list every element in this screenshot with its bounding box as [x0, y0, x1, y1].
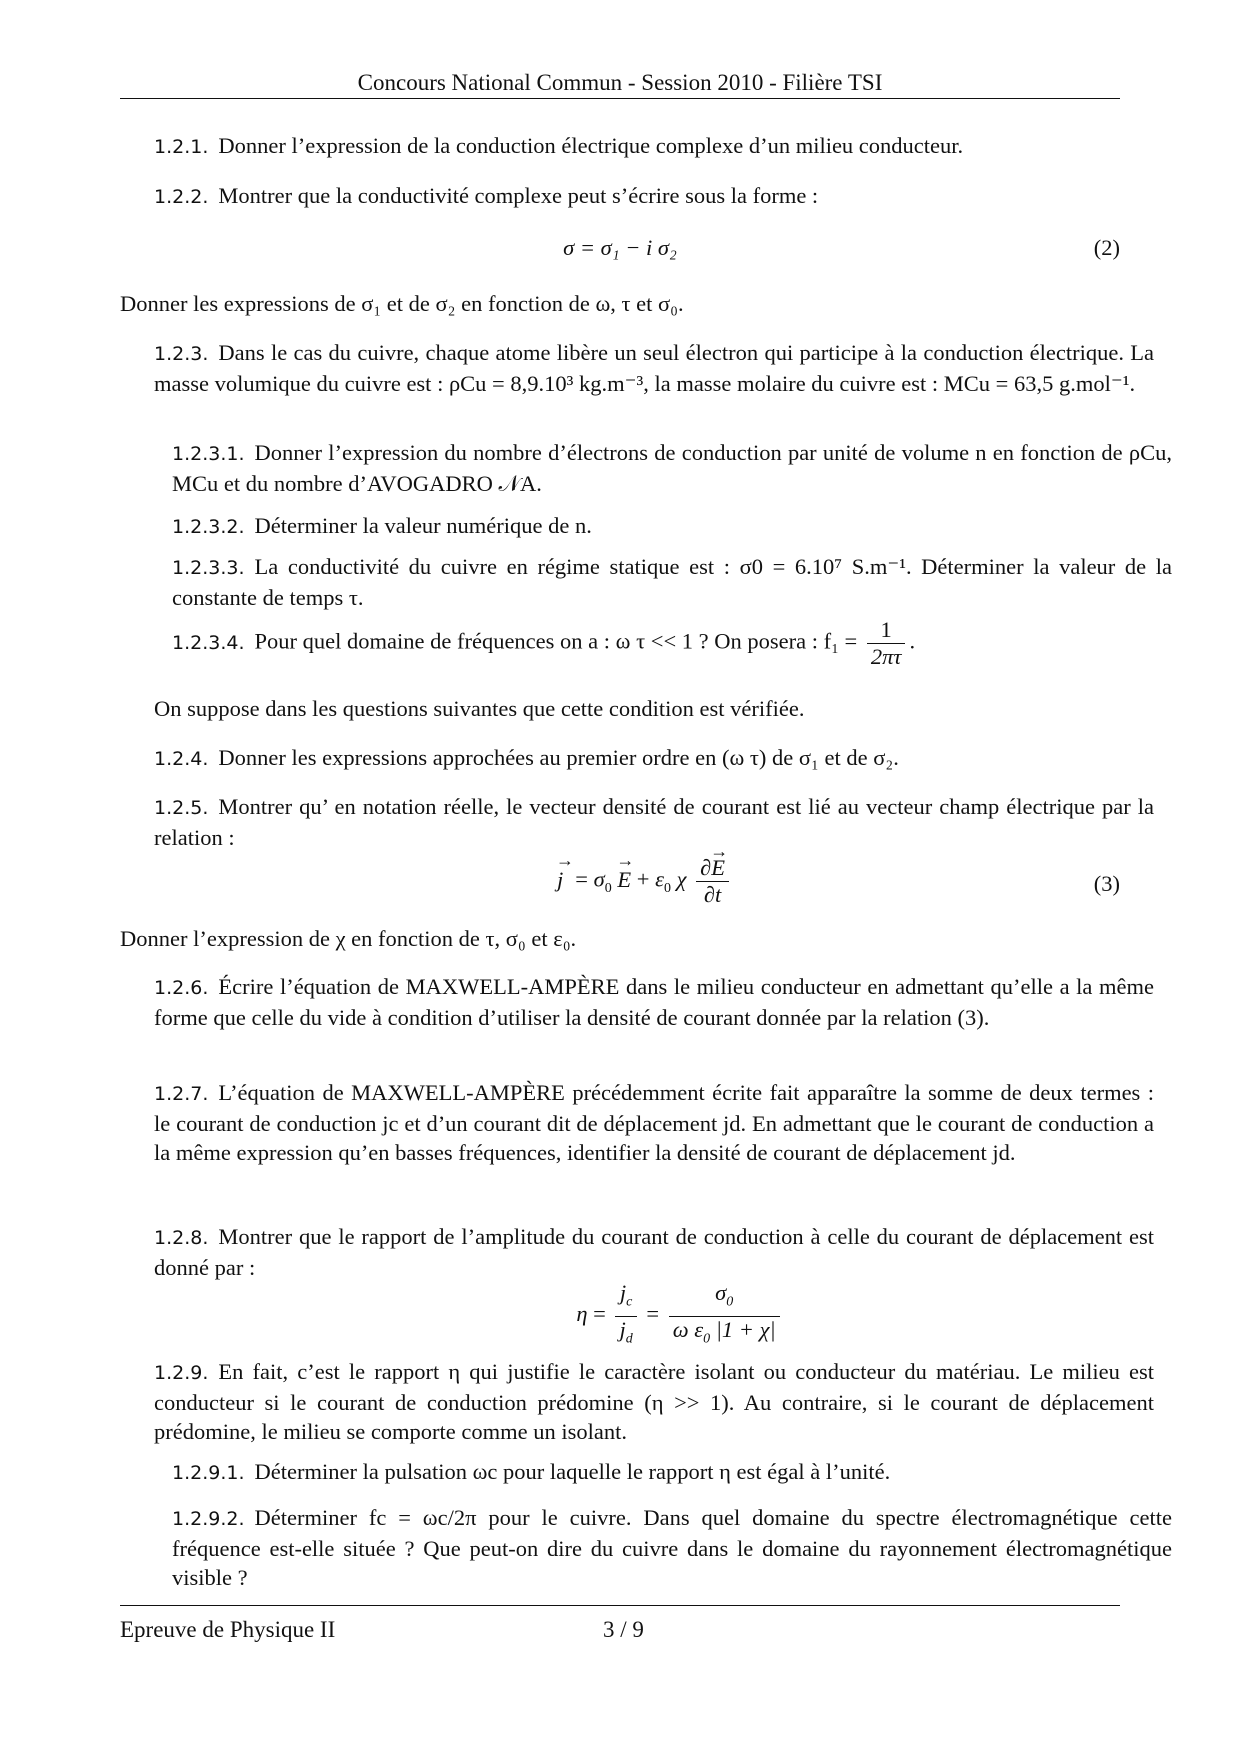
question-text: Montrer qu’ en notation réelle, le vecteur densité de courant est lié au vecteur champ électrique par la relation : — [154, 794, 1154, 850]
equation-body: → $j = \sigma_0 \to E + \varepsilon_0$ χ $\frac{\partial\to E}{\partial t}$ — [495, 855, 795, 908]
question-1-2-8 — [120, 1222, 1154, 1282]
question-text: Donner l’expression du nombre d’électrons de conduction par unité de volume n en fonction de ρCu, MCu et du nombre d’AVOGADRO 𝒩A. — [172, 440, 1172, 496]
question-1-2-9-1 — [120, 1457, 1172, 1488]
header-rule — [120, 98, 1120, 99]
question-number: 1.2.3. — [154, 343, 209, 365]
fraction-numerator: 1 — [880, 617, 892, 642]
equation-body: η = $\frac{j_c}{j_d}$ = $\frac{\sigma_0}{\omega \varepsilon_0 |1 + \chi|}$ — [500, 1280, 860, 1352]
question-number: 1.2.1. — [154, 136, 209, 158]
question-number: 1.2.8. — [154, 1227, 209, 1249]
question-text: Dans le cas du cuivre, chaque atome libère un seul électron qui participe à la conduction électrique. La masse volumique du cuivre est : ρCu = 8,9.10³ kg.m⁻³, la masse molaire du cuivre est : MCu = 63,5 g.mol⁻¹. — [154, 340, 1154, 396]
assumption-text: On suppose dans les questions suivantes que cette condition est vérifiée. — [154, 696, 805, 721]
question-number: 1.2.3.3. — [172, 557, 245, 579]
text-after-eq3: Donner l’expression de χ en fonction de τ, σ₀ et ε₀. — [120, 926, 577, 951]
question-number: 1.2.3.4. — [172, 631, 245, 654]
question-number: 1.2.9.2. — [172, 1508, 245, 1530]
question-1-2-9 — [120, 1357, 1154, 1446]
question-text: L’équation de MAXWELL-AMPÈRE précédemment écrite fait apparaître la somme de deux termes : le courant de conduction jc et d’un courant dit de déplacement jd. En admettant que le courant de conduction a la même expression qu’en basses fréquences, identifier la densité de courant de déplacement jd. — [154, 1080, 1154, 1165]
equation-body: σ = σ₁ − i σ₂ — [563, 235, 677, 260]
question-text: En fait, c’est le rapport η qui justifie le caractère isolant ou conducteur du matériau. Le milieu est conducteur si le courant de conduction prédomine (η >> 1). Au contraire, si le courant de déplacement prédomine, le milieu se comporte comme un isolant. — [154, 1359, 1154, 1444]
fraction-denominator: 2πτ — [867, 643, 906, 670]
question-number: 1.2.9.1. — [172, 1462, 245, 1484]
question-number: 1.2.6. — [154, 977, 209, 999]
question-1-2-5 — [120, 792, 1154, 852]
question-1-2-4 — [120, 743, 1154, 774]
question-1-2-3-1 — [120, 438, 1172, 498]
question-text: Déterminer la valeur numérique de n. — [254, 513, 592, 538]
page-number: 3 / 9 — [603, 1617, 644, 1642]
question-text: Déterminer fc = ωc/2π pour le cuivre. Dans quel domaine du spectre électromagnétique cette fréquence est-elle située ? Que peut-on dire du cuivre dans le domaine du rayonnement électromagnétique visible ? — [172, 1505, 1172, 1590]
question-1-2-9-2 — [120, 1503, 1172, 1592]
question-text: Déterminer la pulsation ωc pour laquelle le rapport η est égal à l’unité. — [254, 1459, 891, 1484]
page-header-title: Concours National Commun - Session 2010 - Filière TSI — [357, 70, 883, 95]
footer-exam-title: Epreuve de Physique II — [120, 1617, 336, 1642]
question-number: 1.2.3.1. — [172, 443, 245, 465]
question-number: 1.2.2. — [154, 186, 209, 208]
footer-rule — [120, 1605, 1120, 1606]
equation-number: (3) — [1093, 871, 1120, 896]
question-number: 1.2.4. — [154, 748, 209, 770]
fraction — [867, 617, 906, 670]
equation-3 — [120, 855, 1120, 915]
question-1-2-2 — [120, 181, 1154, 212]
question-1-2-6 — [120, 972, 1154, 1032]
partial-derivative: $\frac{\partial\to E}{\partial t}$ — [696, 855, 729, 908]
question-number: 1.2.9. — [154, 1362, 209, 1384]
question-text: Montrer que la conductivité complexe peut s’écrire sous la forme : — [218, 183, 819, 208]
question-1-2-1 — [120, 131, 1154, 162]
equation-eta — [120, 1280, 1120, 1346]
question-1-2-3 — [120, 338, 1154, 398]
question-text: Pour quel domaine de fréquences on a : ω τ << 1 ? On posera : f₁ = — [254, 628, 858, 654]
question-1-2-3-4: 1.2.3.4. Pour quel domaine de fréquences on a : ω τ << 1 ? On posera : f₁ = $\frac{1}{2\pi\tau}$ . — [172, 617, 916, 669]
question-text: Montrer que le rapport de l’amplitude du courant de conduction à celle du courant de déplacement est donné par : — [154, 1224, 1154, 1280]
equation-number: (2) — [1093, 235, 1120, 260]
question-text: Donner les expressions approchées au premier ordre en (ω τ) de σ₁ et de σ₂. — [218, 745, 899, 770]
question-1-2-7 — [120, 1078, 1154, 1167]
question-1-2-3-2 — [120, 511, 1172, 542]
text-after-eq2: Donner les expressions de σ₁ et de σ₂ en fonction de ω, τ et σ₀. — [120, 291, 684, 316]
question-number: 1.2.7. — [154, 1083, 209, 1105]
question-text: La conductivité du cuivre en régime statique est : σ0 = 6.10⁷ S.m⁻¹. Déterminer la valeur de la constante de temps τ. — [172, 554, 1172, 610]
equation-2 — [120, 235, 1120, 265]
question-number: 1.2.3.2. — [172, 516, 245, 538]
question-number: 1.2.5. — [154, 797, 209, 819]
question-1-2-3-3 — [120, 552, 1172, 612]
question-text: Donner l’expression de la conduction électrique complexe d’un milieu conducteur. — [218, 133, 964, 158]
question-text: Écrire l’équation de MAXWELL-AMPÈRE dans le milieu conducteur en admettant qu’elle a la même forme que celle du vide à condition d’utiliser la densité de courant donnée par la relation (3). — [154, 974, 1154, 1030]
